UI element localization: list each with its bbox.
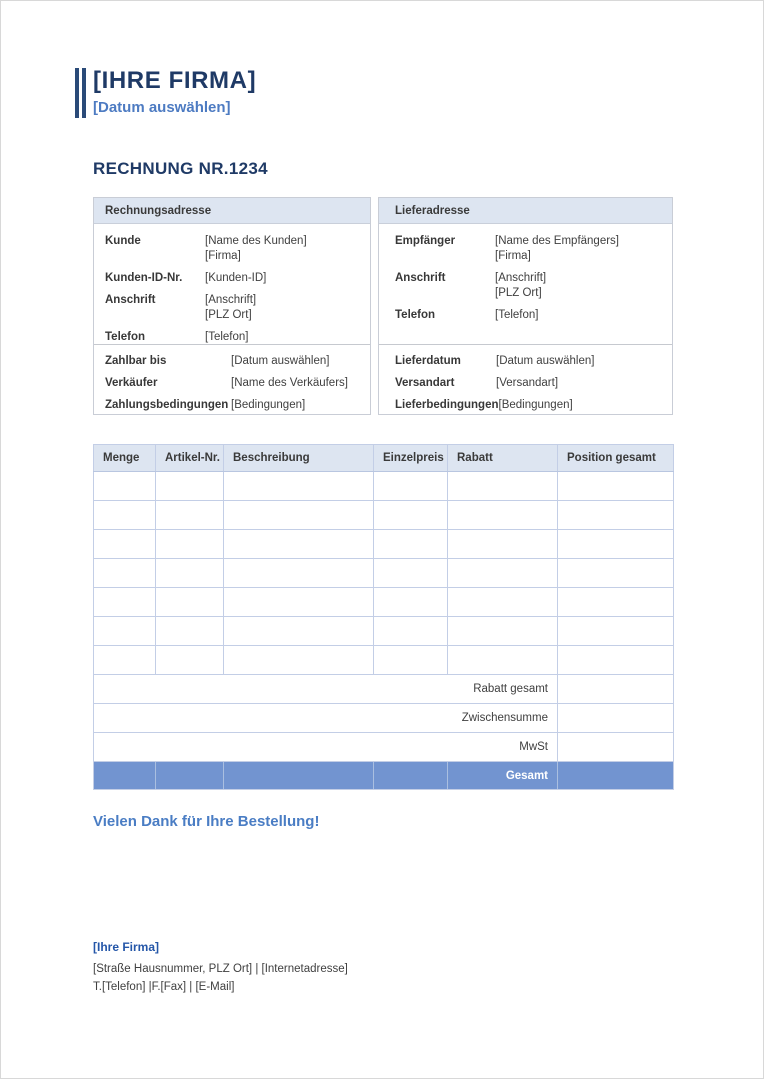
item-cell[interactable]	[374, 472, 448, 501]
field-label: Lieferbedingungen	[395, 399, 499, 411]
field-value[interactable]: [Datum auswählen]	[496, 355, 595, 367]
shipping-address-body	[379, 224, 672, 344]
item-row	[94, 501, 674, 530]
column-header-einzelpreis: Einzelpreis	[374, 445, 448, 472]
billing-address-body	[94, 224, 370, 344]
item-row	[94, 559, 674, 588]
item-cell[interactable]	[224, 472, 374, 501]
item-cell[interactable]	[94, 472, 156, 501]
address-section	[93, 197, 673, 415]
summary-label: Zwischensumme	[94, 704, 558, 733]
line-items-table	[93, 444, 674, 790]
total-filler-cell	[94, 762, 156, 790]
item-cell[interactable]	[374, 646, 448, 675]
total-filler-cell	[156, 762, 224, 790]
total-label: Gesamt	[448, 762, 558, 790]
item-cell[interactable]	[448, 530, 558, 559]
terms-row	[395, 398, 666, 413]
item-row	[94, 588, 674, 617]
item-row	[94, 530, 674, 559]
item-cell[interactable]	[448, 588, 558, 617]
item-cell[interactable]	[558, 472, 674, 501]
field-value[interactable]: [Datum auswählen]	[231, 355, 330, 367]
column-header-artikel-nr: Artikel-Nr.	[156, 445, 224, 472]
billing-row	[105, 293, 362, 323]
item-cell[interactable]	[558, 617, 674, 646]
footer-contact-line: T.[Telefon] |F.[Fax] | [E-Mail]	[93, 981, 235, 993]
field-value[interactable]: [Anschrift] [PLZ Ort]	[495, 272, 547, 299]
field-label: Telefon	[105, 331, 146, 343]
summary-row-zwischensumme	[94, 704, 674, 733]
field-value[interactable]: [Telefon]	[495, 309, 539, 321]
total-filler-cell	[224, 762, 374, 790]
payment-terms-body	[94, 344, 370, 414]
item-cell[interactable]	[558, 559, 674, 588]
terms-row	[105, 376, 364, 391]
item-cell[interactable]	[558, 588, 674, 617]
total-row	[94, 762, 674, 790]
logo-bars-icon	[75, 68, 86, 118]
item-cell[interactable]	[374, 501, 448, 530]
date-select-field[interactable]: [Datum auswählen]	[93, 99, 231, 116]
field-label: Anschrift	[105, 294, 156, 306]
field-label: Zahlungsbedingungen	[105, 399, 229, 411]
terms-row	[395, 354, 666, 369]
field-label: Empfänger	[395, 235, 456, 247]
item-cell[interactable]	[156, 472, 224, 501]
shipping-row	[395, 234, 664, 264]
field-label: Zahlbar bis	[105, 355, 167, 367]
field-label: Kunden-ID-Nr.	[105, 272, 183, 284]
item-cell[interactable]	[224, 530, 374, 559]
billing-address-header: Rechnungsadresse	[94, 198, 370, 224]
item-cell[interactable]	[448, 472, 558, 501]
billing-address-box	[93, 197, 371, 415]
shipping-row	[395, 308, 664, 323]
page-footer	[93, 938, 348, 996]
item-cell[interactable]	[558, 530, 674, 559]
item-cell[interactable]	[94, 501, 156, 530]
field-value[interactable]: [Versandart]	[496, 377, 559, 389]
billing-row	[105, 271, 362, 286]
terms-row	[105, 398, 364, 413]
billing-row	[105, 330, 362, 345]
item-cell[interactable]	[224, 617, 374, 646]
item-cell[interactable]	[448, 646, 558, 675]
field-value[interactable]: [Kunden-ID]	[205, 272, 267, 284]
summary-value-cell[interactable]	[558, 704, 674, 733]
item-cell[interactable]	[448, 501, 558, 530]
item-row	[94, 472, 674, 501]
item-cell[interactable]	[224, 588, 374, 617]
company-name: [IHRE FIRMA]	[93, 67, 257, 94]
thank-you-message: Vielen Dank für Ihre Bestellung!	[93, 813, 320, 830]
items-body	[94, 472, 674, 675]
item-cell[interactable]	[94, 646, 156, 675]
shipping-row	[395, 271, 664, 301]
column-header-position-gesamt: Position gesamt	[558, 445, 674, 472]
field-label: Lieferdatum	[395, 355, 461, 367]
summary-label: Rabatt gesamt	[94, 675, 558, 704]
field-value[interactable]: [Name des Kunden] [Firma]	[205, 235, 307, 262]
summary-value-cell[interactable]	[558, 675, 674, 704]
delivery-terms-body	[379, 344, 672, 414]
item-cell[interactable]	[558, 646, 674, 675]
field-value[interactable]: [Name des Verkäufers]	[231, 377, 348, 389]
field-label: Verkäufer	[105, 377, 158, 389]
item-cell[interactable]	[94, 588, 156, 617]
field-label: Telefon	[395, 309, 436, 321]
footer-company-name: [Ihre Firma]	[93, 940, 160, 954]
footer-address-line: [Straße Hausnummer, PLZ Ort] | [Internetadresse]	[93, 963, 348, 975]
field-value[interactable]: [Bedingungen]	[498, 399, 573, 411]
item-cell[interactable]	[374, 530, 448, 559]
total-filler-cell	[374, 762, 448, 790]
item-cell[interactable]	[156, 588, 224, 617]
summary-label: MwSt	[94, 733, 558, 762]
field-value[interactable]: [Bedingungen]	[231, 399, 306, 411]
item-cell[interactable]	[558, 501, 674, 530]
column-header-menge: Menge	[94, 445, 156, 472]
total-value-cell[interactable]	[558, 762, 674, 790]
terms-row	[105, 354, 364, 369]
item-cell[interactable]	[94, 559, 156, 588]
item-cell[interactable]	[94, 530, 156, 559]
field-value[interactable]: [Anschrift] [PLZ Ort]	[205, 294, 257, 321]
column-header-rabatt: Rabatt	[448, 445, 558, 472]
summary-row-mwst	[94, 733, 674, 762]
field-value[interactable]: [Name des Empfängers] [Firma]	[495, 235, 620, 262]
summary-row-rabatt-gesamt	[94, 675, 674, 704]
terms-row	[395, 376, 666, 391]
item-cell[interactable]	[156, 559, 224, 588]
invoice-title: RECHNUNG NR.1234	[93, 159, 268, 178]
item-cell[interactable]	[224, 501, 374, 530]
items-header-row	[94, 445, 674, 472]
item-cell[interactable]	[448, 617, 558, 646]
item-row	[94, 646, 674, 675]
billing-row	[105, 234, 362, 264]
item-cell[interactable]	[374, 559, 448, 588]
item-cell[interactable]	[374, 588, 448, 617]
item-cell[interactable]	[448, 559, 558, 588]
item-cell[interactable]	[224, 646, 374, 675]
item-cell[interactable]	[374, 617, 448, 646]
item-row	[94, 617, 674, 646]
item-cell[interactable]	[94, 617, 156, 646]
item-cell[interactable]	[156, 530, 224, 559]
field-label: Anschrift	[395, 272, 446, 284]
field-label: Kunde	[105, 235, 141, 247]
item-cell[interactable]	[156, 646, 224, 675]
summary-value-cell[interactable]	[558, 733, 674, 762]
shipping-address-header: Lieferadresse	[379, 198, 672, 224]
field-value[interactable]: [Telefon]	[205, 331, 249, 343]
field-label: Versandart	[395, 377, 455, 389]
shipping-address-box	[378, 197, 673, 415]
column-header-beschreibung: Beschreibung	[224, 445, 374, 472]
item-cell[interactable]	[156, 617, 224, 646]
item-cell[interactable]	[156, 501, 224, 530]
item-cell[interactable]	[224, 559, 374, 588]
